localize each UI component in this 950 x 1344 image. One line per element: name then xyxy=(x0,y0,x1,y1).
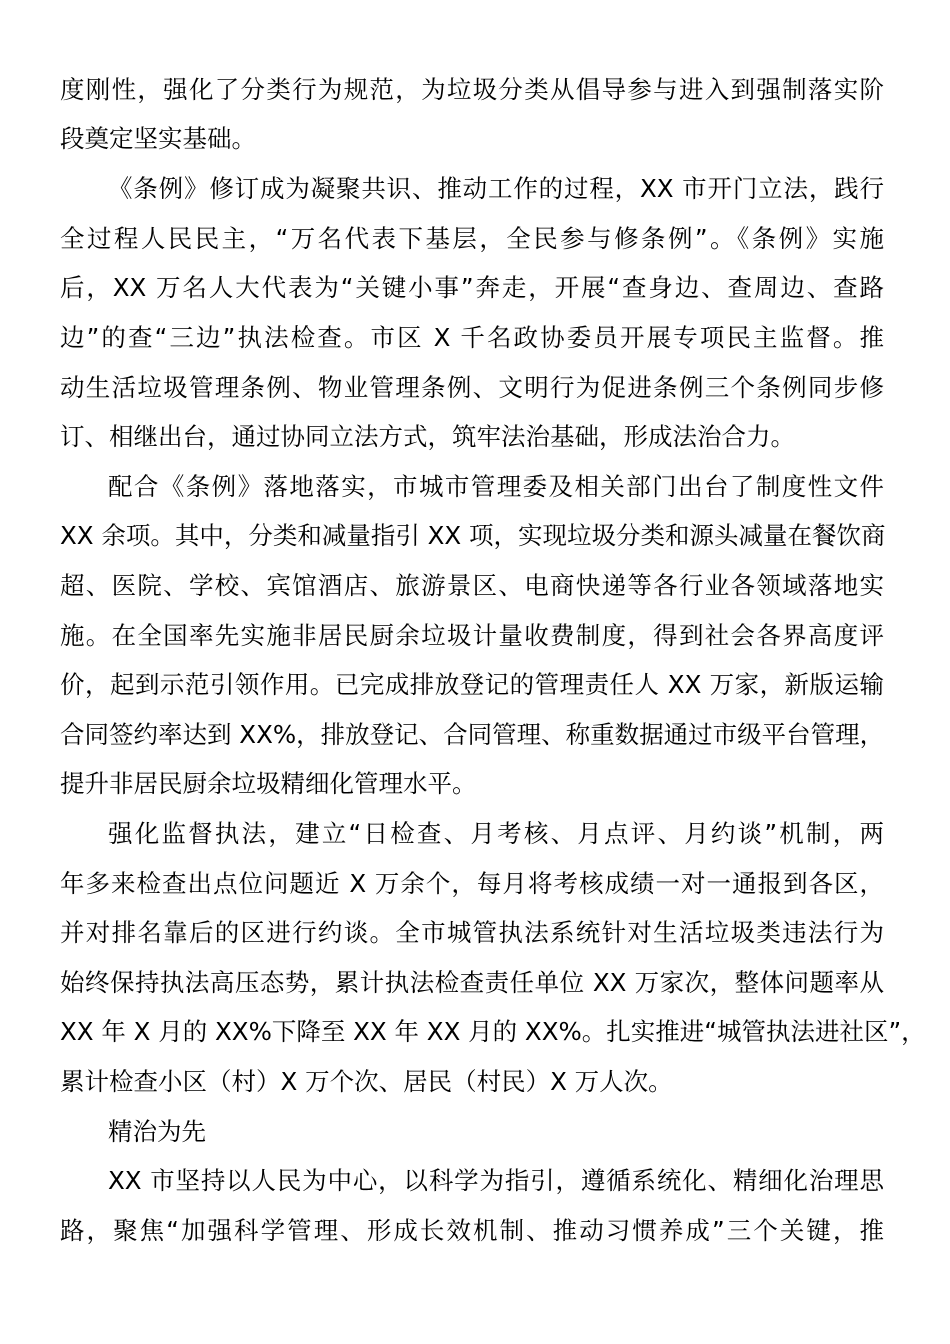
text-line: 并对排名靠后的区进行约谈。全市城管执法系统针对生活垃圾类违法行为 xyxy=(60,918,884,947)
text-line: 配合《条例》落地落实，市城市管理委及相关部门出台了制度性文件 xyxy=(108,472,884,501)
text-line: 路，聚焦“加强科学管理、形成长效机制、推动习惯养成”三个关键，推 xyxy=(60,1216,884,1245)
text-line: 《条例》修订成为凝聚共识、推动工作的过程，XX 市开门立法，践行 xyxy=(108,174,884,203)
text-line: 提升非居民厨余垃圾精细化管理水平。 xyxy=(60,769,477,798)
text-line: XX 市坚持以人民为中心，以科学为指引，遵循系统化、精细化治理思 xyxy=(108,1166,884,1195)
text-line: 年多来检查出点位问题近 X 万余个，每月将考核成绩一对一通报到各区， xyxy=(60,869,884,898)
section-heading: 精治为先 xyxy=(108,1117,206,1146)
text-line: 超、医院、学校、宾馆酒店、旅游景区、电商快递等各行业各领域落地实 xyxy=(60,571,884,600)
text-line: 强化监督执法，建立“日检查、月考核、月点评、月约谈”机制，两 xyxy=(108,819,884,848)
text-line: 动生活垃圾管理条例、物业管理条例、文明行为促进条例三个条例同步修 xyxy=(60,373,884,402)
text-line: 合同签约率达到 XX%，排放登记、合同管理、称重数据通过市级平台管理， xyxy=(60,720,885,749)
text-line: 累计检查小区（村）X 万个次、居民（村民）X 万人次。 xyxy=(60,1067,673,1096)
text-line: 全过程人民民主，“万名代表下基层，全民参与修条例”。《条例》实施 xyxy=(60,224,884,253)
text-line: 后，XX 万名人大代表为“关键小事”奔走，开展“查身边、查周边、查路 xyxy=(60,273,884,302)
text-line: 价，起到示范引领作用。已完成排放登记的管理责任人 XX 万家，新版运输 xyxy=(60,670,884,699)
text-line: 订、相继出台，通过协同立法方式，筑牢法治基础，形成法治合力。 xyxy=(60,422,795,451)
text-line: 度刚性，强化了分类行为规范，为垃圾分类从倡导参与进入到强制落实阶 xyxy=(60,75,884,104)
text-line: 施。在全国率先实施非居民厨余垃圾计量收费制度，得到社会各界高度评 xyxy=(60,621,884,650)
text-line: 段奠定坚实基础。 xyxy=(60,124,256,153)
text-line: XX 年 X 月的 XX%下降至 XX 年 XX 月的 XX%。扎实推进“城管执法进社区”， xyxy=(60,1017,926,1046)
text-line: 边”的查“三边”执法检查。市区 X 千名政协委员开展专项民主监督。推 xyxy=(60,323,884,352)
text-line: 始终保持执法高压态势，累计执法检查责任单位 XX 万家次，整体问题率从 xyxy=(60,968,884,997)
text-line: XX 余项。其中，分类和减量指引 XX 项，实现垃圾分类和源头减量在餐饮商 xyxy=(60,521,886,550)
